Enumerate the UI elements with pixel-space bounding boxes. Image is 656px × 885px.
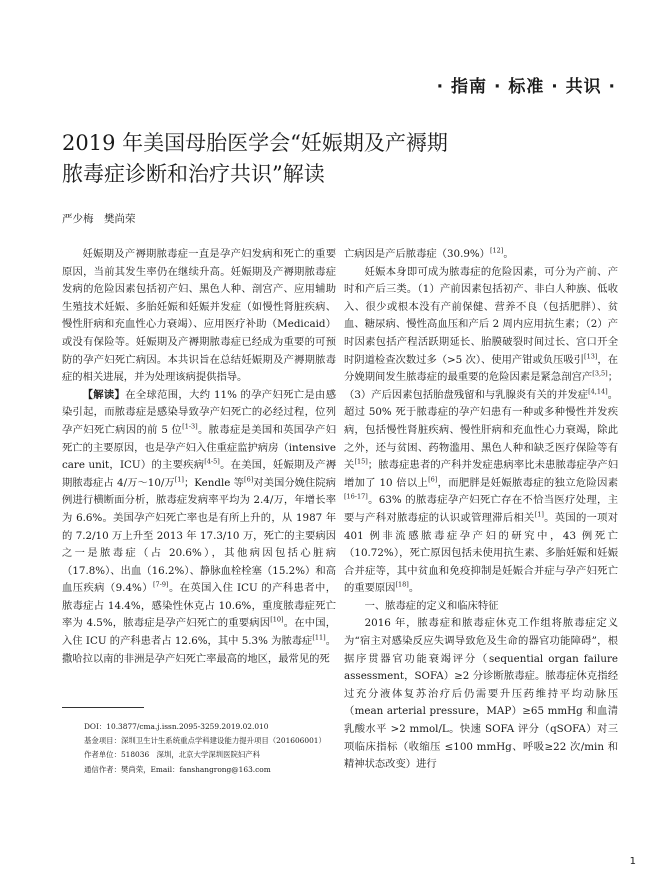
footnote-fund: 基金项目：深圳卫生计生系统重点学科建设能力提升项目（201606001）: [84, 736, 326, 746]
citation: [1]: [534, 510, 544, 519]
title-line-1: 2019 年美国母胎医学会“妊娠期及产褥期: [62, 131, 448, 155]
citation: [1-3]: [182, 422, 198, 431]
section-heading: 一、脓毒症的定义和临床特征: [364, 599, 499, 612]
footnote-doi: DOI：10.3877/cma.j.issn.2095-3259.2019.02.010: [84, 722, 269, 731]
citation: [18]: [395, 580, 409, 589]
paragraph-interpretation: 【解读】在全球范围，大约 11% 的孕产妇死亡是由感染引起，而脓毒症是感染导致孕产妇死亡的必经过程，位列孕产妇死亡病因的前 5 位[1-3]。脓毒症是美国和英国孕产妇死亡的主要原因，也是孕产妇入住重症监护病房（intensive care unit，ICU）的主要疾病[4-5]。在美国，妊娠期及产褥期脓毒症占 4/万～10/万[1]；Kendle 等[6]对美国分娩住院病例进行横断面分析，脓毒症发病率平均为 2.4/万，年增长率为 6.6%。美国孕产妇死亡率也是有所上升的，从 1987 年的 7.2/10 万上升至 2013 年 17.3/10 万，死亡的主要病因之一是脓毒症（占 20.6%），其他病因包括心脏病（17.8%）、出血（16.2%）、静脉血栓栓塞（15.2%）和高血压疾病（9.4%）[7-9]。在英国入住 ICU 的产科患者中，脓毒症占 14.4%，感染性休克占 10.6%，重度脓毒症死亡率为 4.5%，脓毒症是孕产妇死亡的重要病因[10]。在中国，入住 ICU 的产科患者占 12.6%，其中 5.3% 为脓毒症[11]。撒哈拉以南的非洲是孕产妇死亡率最高的地区，最常见的死: [62, 388, 337, 665]
citation: [15]: [354, 457, 368, 466]
interpretation-label: 【解读】: [82, 388, 126, 401]
footnote-affiliation: 作者单位：518036 深圳，北京大学深圳医院妇产科: [84, 750, 261, 760]
citation: [6]: [244, 475, 254, 484]
paragraph-continued: 亡病因是产后脓毒症（30.9%）[12]。: [344, 246, 514, 260]
citation: [12]: [489, 246, 504, 255]
left-column: [62, 246, 336, 668]
footnote-correspondence: 通信作者：樊尚荣，Email：fanshangrong@163.com: [84, 764, 271, 774]
citation: [16-17]: [344, 492, 368, 501]
citation: [10]: [270, 616, 284, 625]
citation: [3,5]: [592, 369, 608, 378]
citation: [6]: [428, 475, 438, 484]
citation: [1]: [174, 475, 184, 484]
right-column: [344, 246, 618, 774]
title-line-2: 脓毒症诊断和治疗共识”解读: [62, 162, 325, 186]
authors: 严少梅 樊尚荣: [62, 213, 136, 225]
footnote-divider: [62, 707, 144, 708]
paragraph-risk-factors: 妊娠本身即可成为脓毒症的危险因素，可分为产前、产时和产后三类。（1）产前因素包括初产、非白人种族、低收入、很少或根本没有产前保健、营养不良（包括肥胖）、贫血、糖尿病、慢性高血压和产后 2 周内应用抗生素；（2）产时因素包括产程活跃期延长、胎膜破裂时间过长、宫口开全时阴道检查次数过多（>5 次）、使用产钳或负压吸引[13]，在分娩期间发生脓毒症的最重要的危险因素是紧急剖宫产[3,5]；（3）产后因素包括胎盘残留和与乳腺炎有关的并发症[4,14]。超过 50% 死于脓毒症的孕产妇患有一种或多种慢性并发疾病，包括慢性肾脏疾病、慢性肝病和充血性心力衰竭，除此之外，还与贫困、药物滥用、黑色人种和缺乏医疗保险等有关[15]；脓毒症患者的产科并发症患病率比未患脓毒症孕产妇增加了 10 倍以上[6]，而肥胖是妊娠脓毒症的独立危险因素[16-17]。63% 的脓毒症孕产妇死亡存在不恰当医疗处理，主要与产科对脓毒症的认识或管理滞后相关[1]。英国的一项对 401 例非流感脓毒症孕产妇的研究中，43 例死亡（10.72%），死亡原因包括未使用抗生素、多胎妊娠和妊娠合并症等，其中贫血和免疫抑制是妊娠合并症与孕产妇死亡的重要原因[18]。: [344, 265, 619, 595]
citation: [4-5]: [204, 457, 220, 466]
column-tag: · 指南 · 标准 · 共识 ·: [436, 77, 616, 97]
citation: [4,14]: [588, 387, 608, 396]
footnotes: [62, 720, 336, 777]
article-title: [62, 128, 602, 190]
paragraph-definition: 2016 年，脓毒症和脓毒症休克工作组将脓毒症定义为“宿主对感染反应失调导致危及生命的器官功能障碍”，根据序贯器官功能衰竭评分（sequential organ failure assessment，SOFA）≥2 分诊断脓毒症。脓毒症休克指经过充分液体复苏治疗后仍需要升压药维持平均动脉压（mean arterial pressure，MAP）≥65 mmHg 和血清乳酸水平 >2 mmol/L。快速 SOFA 评分（qSOFA）对三项临床指标（收缩压 ≤100 mmHg、呼吸≥22 次/min 和精神状态改变）进行: [344, 617, 618, 771]
page-number: 1: [629, 856, 636, 867]
paragraph-intro: 妊娠期及产褥期脓毒症一直是孕产妇发病和死亡的重要原因，当前其发生率仍在继续升高。妊娠期及产褥期脓毒症发病的危险因素包括初产妇、黑色人种、剖宫产、应用辅助生殖技术妊娠、多胎妊娠和妊娠并发症（如慢性肾脏疾病、慢性肝病和充血性心力衰竭）、应用医疗补助（Medicaid）或没有保险等。妊娠期及产褥期脓毒症已经成为重要的可预防的孕产妇死亡病因。本共识旨在总结妊娠期及产褥期脓毒症的相关进展，并为处理该病提供指导。: [62, 248, 336, 384]
citation: [13]: [584, 352, 598, 361]
citation: [11]: [312, 633, 326, 642]
citation: [7-9]: [152, 580, 169, 589]
